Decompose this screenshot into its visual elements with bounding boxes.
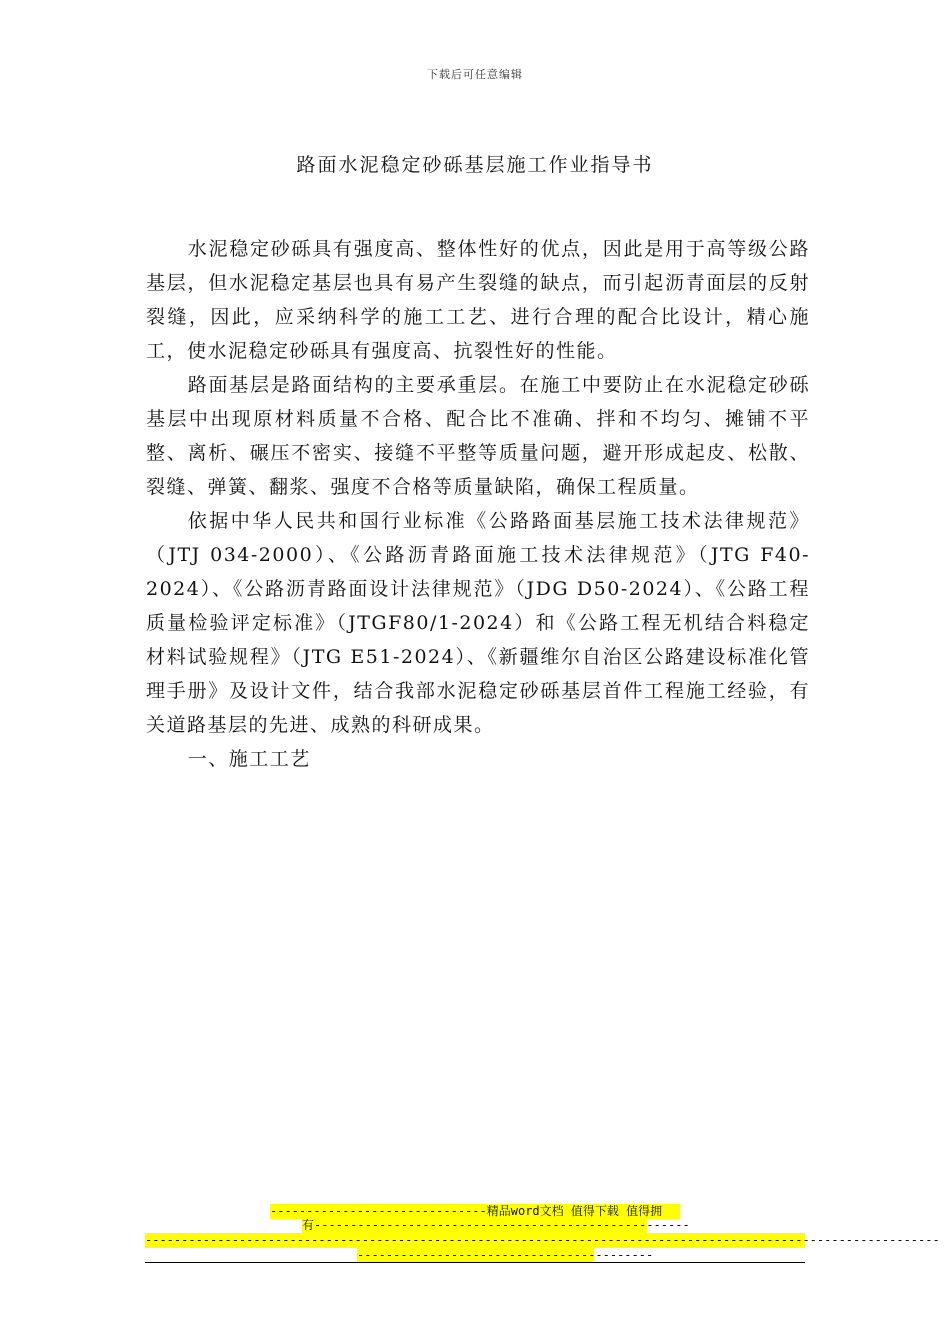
- footer-line-4: -----------------------------------------: [357, 1248, 654, 1262]
- footer-line-3: --------------------------------------------------------------------------------------------------------------: [145, 1233, 940, 1247]
- footer-line-1: ------------------------------精品word文档 值得下载 值得拥: [270, 1204, 680, 1219]
- footer-rule: [145, 1262, 805, 1263]
- section-heading: 一、施工工艺: [187, 748, 311, 770]
- document-body: [146, 232, 810, 776]
- document-title: 路面水泥稳定砂砾基层施工作业指导书: [296, 154, 654, 176]
- body-paragraph-2: 路面基层是路面结构的主要承重层。在施工中要防止在水泥稳定砂砾基层中出现原材料质量不合格、配合比不准确、拌和不均匀、摊铺不平整、离析、碾压不密实、接缝不平整等质量问题，避开形成起皮、松散、裂缝、弹簧、翻浆、强度不合格等质量缺陷，确保工程质量。: [146, 374, 810, 498]
- footer-line-2: 有----------------------------------------------------: [302, 1218, 690, 1232]
- body-paragraph-3: 依据中华人民共和国行业标准《公路路面基层施工技术法律规范》（JTJ 034-2000）、《公路沥青路面施工技术法律规范》（JTG F40-2024）、《公路沥青路面设计法律规范》（JDG D50-2024）、《公路工程质量检验评定标准》（JTGF80/1-2024）和《公路工程无机结合料稳定材料试验规程》（JTG E51-2024）、《新疆维尔自治区公路建设标准化管理手册》及设计文件，结合我部水泥稳定砂砾基层首件工程施工经验，有关道路基层的先进、成熟的科研成果。: [146, 510, 810, 736]
- header-note: 下载后可任意编辑: [427, 68, 523, 81]
- body-paragraph-1: 水泥稳定砂砾具有强度高、整体性好的优点，因此是用于高等级公路基层，但水泥稳定基层也具有易产生裂缝的缺点，而引起沥青面层的反射裂缝，因此，应采纳科学的施工工艺、进行合理的配合比设计，精心施工，使水泥稳定砂砾具有强度高、抗裂性好的性能。: [146, 238, 810, 362]
